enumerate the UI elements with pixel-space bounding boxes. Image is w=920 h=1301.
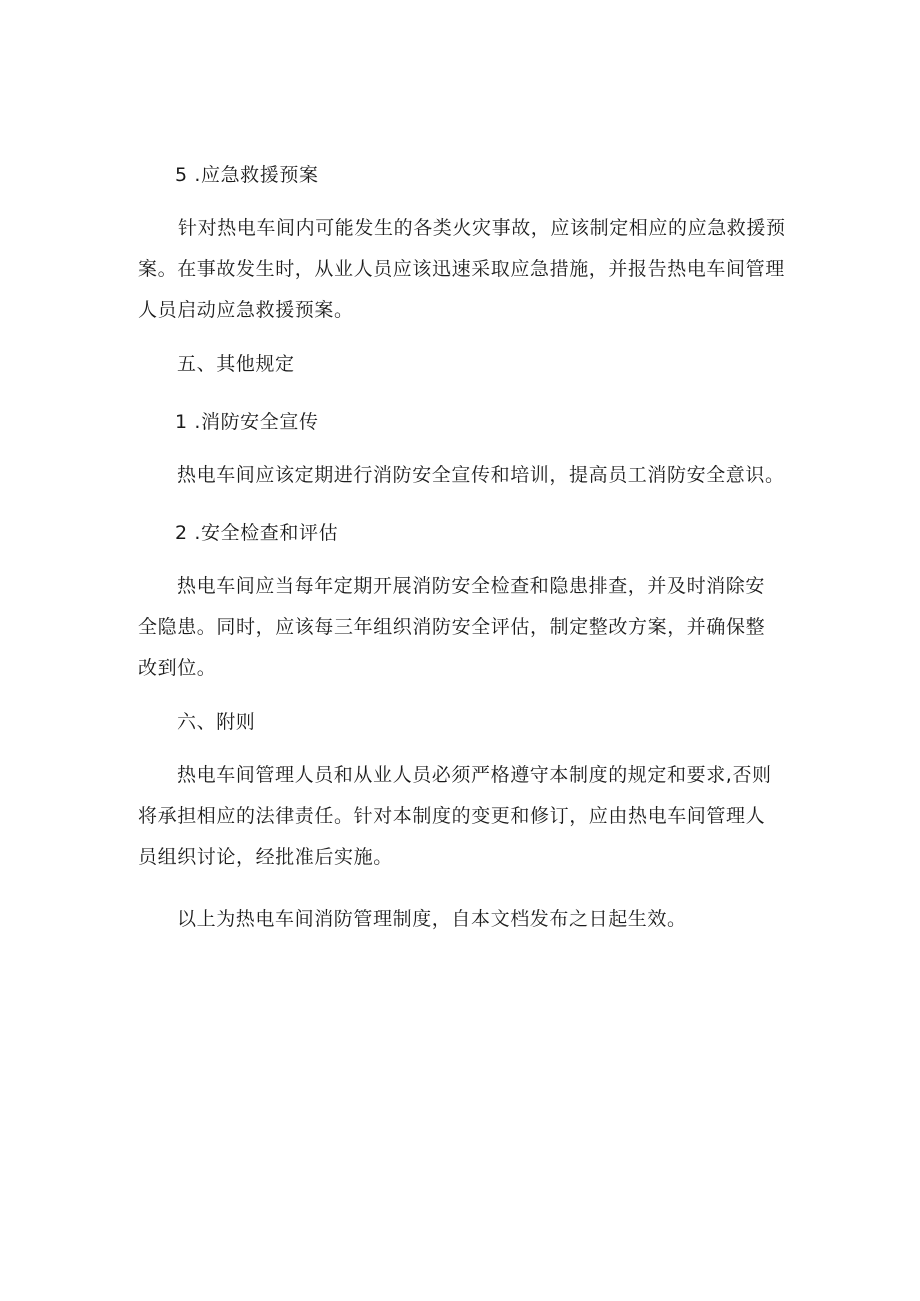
paragraph-line: 将承担相应的法律责任。针对本制度的变更和修订，应由热电车间管理人 <box>138 805 766 827</box>
chapter-heading-other-rules: 五、其他规定 <box>177 353 295 375</box>
paragraph-line: 人员启动应急救援预案。 <box>138 299 354 321</box>
paragraph-line: 热电车间应该定期进行消防安全宣传和培训，提高员工消防安全意识。 <box>177 464 785 486</box>
paragraph-line: 热电车间管理人员和从业人员必须严格遵守本制度的规定和要求,否则 <box>177 764 772 786</box>
paragraph-line: 改到位。 <box>138 657 217 679</box>
section-heading-fire-publicity: 1 .消防安全宣传 <box>175 411 319 433</box>
paragraph-line: 全隐患。同时，应该每三年组织消防安全评估，制定整改方案，并确保整 <box>138 616 766 638</box>
section-heading-inspection: 2 .安全检查和评估 <box>175 522 339 544</box>
chapter-heading-supplementary: 六、附则 <box>177 711 256 733</box>
paragraph-line: 针对热电车间内可能发生的各类火灾事故，应该制定相应的应急救援预 <box>178 217 786 239</box>
section-heading-emergency-plan: 5 .应急救援预案 <box>175 164 319 186</box>
paragraph-line: 热电车间应当每年定期开展消防安全检查和隐患排查，并及时消除安 <box>177 575 766 597</box>
paragraph-line: 员组织讨论，经批准后实施。 <box>138 846 393 868</box>
closing-statement: 以上为热电车间消防管理制度，自本文档发布之日起生效。 <box>177 908 687 930</box>
paragraph-line: 案。在事故发生时，从业人员应该迅速采取应急措施，并报告热电车间管理 <box>138 258 785 280</box>
